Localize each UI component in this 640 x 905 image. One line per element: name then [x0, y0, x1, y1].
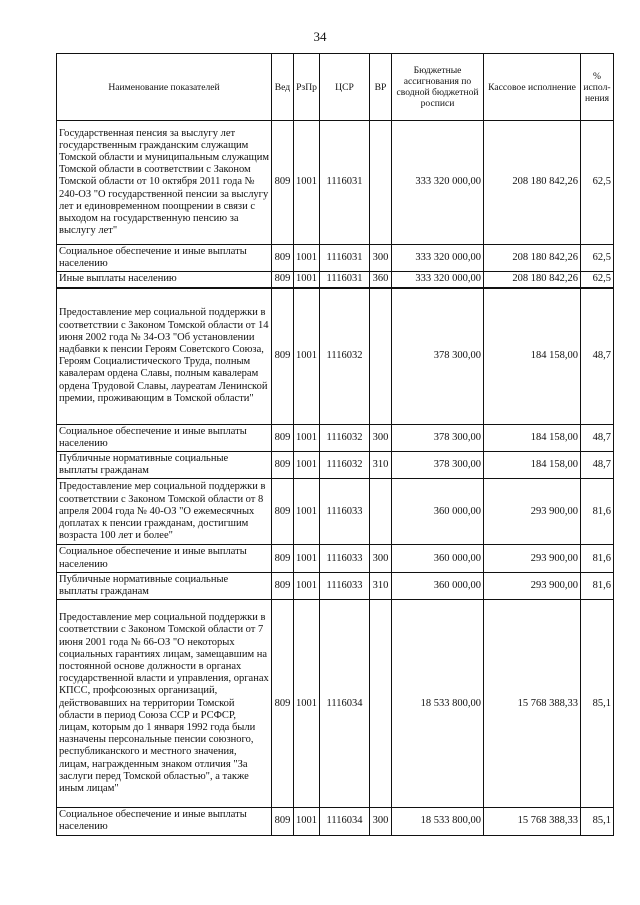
row-csr: 1116033 — [320, 545, 370, 572]
row-executed: 184 158,00 — [484, 452, 581, 479]
row-rzpr: 1001 — [294, 121, 320, 245]
row-name: Социальное обеспечение и иные выплаты населению — [57, 808, 272, 835]
row-percent: 62,5 — [581, 121, 614, 245]
row-percent: 48,7 — [581, 452, 614, 479]
row-csr: 1116033 — [320, 479, 370, 545]
header-ved: Вед — [272, 54, 294, 121]
row-csr: 1116032 — [320, 424, 370, 451]
row-csr: 1116032 — [320, 288, 370, 425]
header-rzpr: РзПр — [294, 54, 320, 121]
table-row — [57, 808, 614, 835]
header-name: Наименование показателей — [57, 54, 272, 121]
table-row — [57, 479, 614, 545]
row-name: Социальное обеспечение и иные выплаты населению — [57, 545, 272, 572]
row-assigned: 360 000,00 — [392, 545, 484, 572]
row-assigned: 360 000,00 — [392, 572, 484, 599]
row-vr: 300 — [370, 424, 392, 451]
row-name: Иные выплаты населению — [57, 272, 272, 288]
row-rzpr: 1001 — [294, 600, 320, 808]
row-name: Публичные нормативные социальные выплаты гражданам — [57, 572, 272, 599]
row-executed: 208 180 842,26 — [484, 245, 581, 272]
row-name: Государственная пенсия за выслугу лет государственным гражданским служащим Томской области и муниципальным служащим Томской области в соответствии с Законом Томской области от 10 октября 2011 года № 240-ОЗ "О государственной пенсии за выслугу лет и единовременном поощрении в связи с выходом на государственную пенсию за выслугу лет" — [57, 121, 272, 245]
row-ved: 809 — [272, 600, 294, 808]
row-percent: 62,5 — [581, 245, 614, 272]
row-executed: 293 900,00 — [484, 479, 581, 545]
row-assigned: 18 533 800,00 — [392, 600, 484, 808]
row-ved: 809 — [272, 545, 294, 572]
row-assigned: 360 000,00 — [392, 479, 484, 545]
table-row — [57, 600, 614, 808]
row-vr — [370, 121, 392, 245]
row-assigned: 333 320 000,00 — [392, 245, 484, 272]
row-csr: 1116033 — [320, 572, 370, 599]
row-ved: 809 — [272, 272, 294, 288]
row-executed: 184 158,00 — [484, 424, 581, 451]
row-name: Предоставление мер социальной поддержки в соответствии с Законом Томской области от 14 июня 2002 года № 34-ОЗ "Об установлении надбавки к пенсии Героям Советского Союза, Героям Социалистического Труда, полным кавалерам ордена Славы, полным кавалерам ордена Трудовой Славы, лауреатам Ленинской премии, проживающим в Томской области" — [57, 288, 272, 425]
row-vr — [370, 479, 392, 545]
row-executed: 15 768 388,33 — [484, 600, 581, 808]
row-csr: 1116034 — [320, 600, 370, 808]
row-percent: 85,1 — [581, 808, 614, 835]
row-name: Социальное обеспечение и иные выплаты населению — [57, 245, 272, 272]
row-ved: 809 — [272, 479, 294, 545]
row-percent: 62,5 — [581, 272, 614, 288]
row-vr: 300 — [370, 808, 392, 835]
row-assigned: 18 533 800,00 — [392, 808, 484, 835]
row-rzpr: 1001 — [294, 245, 320, 272]
row-executed: 184 158,00 — [484, 288, 581, 425]
page-number: 34 — [313, 29, 327, 44]
budget-execution-table — [56, 53, 614, 836]
row-executed: 208 180 842,26 — [484, 272, 581, 288]
row-percent: 48,7 — [581, 424, 614, 451]
row-vr: 300 — [370, 245, 392, 272]
row-csr: 1116034 — [320, 808, 370, 835]
table-header-row — [57, 54, 614, 121]
row-percent: 81,6 — [581, 545, 614, 572]
row-assigned: 333 320 000,00 — [392, 272, 484, 288]
row-csr: 1116031 — [320, 121, 370, 245]
row-csr: 1116032 — [320, 452, 370, 479]
row-name: Предоставление мер социальной поддержки в соответствии с Законом Томской области от 7 июня 2001 года № 66-ОЗ "О некоторых социальных гарантиях лицам, замещавшим на постоянной основе должности в органах государственной власти и управления, органах КПСС, профсоюзных организаций, действовавших на территории Томской области в период Союза ССР и РСФСР, лицам, которым до 1 января 1992 года были назначены персональные пенсии союзного, республиканского и местного значения, лицам, награжденным знаком отличия "За заслуги перед Томской областью", а также иным лицам" — [57, 600, 272, 808]
row-percent: 81,6 — [581, 572, 614, 599]
row-csr: 1116031 — [320, 272, 370, 288]
row-name: Предоставление мер социальной поддержки в соответствии с Законом Томской области от 8 апреля 2004 года № 40-ОЗ "О ежемесячных доплатах к пенсии гражданам, достигшим возраста 100 лет и более" — [57, 479, 272, 545]
row-rzpr: 1001 — [294, 452, 320, 479]
row-executed: 15 768 388,33 — [484, 808, 581, 835]
row-rzpr: 1001 — [294, 479, 320, 545]
row-executed: 208 180 842,26 — [484, 121, 581, 245]
header-csr: ЦСР — [320, 54, 370, 121]
row-rzpr: 1001 — [294, 545, 320, 572]
row-executed: 293 900,00 — [484, 572, 581, 599]
row-ved: 809 — [272, 245, 294, 272]
row-rzpr: 1001 — [294, 572, 320, 599]
table-row — [57, 272, 614, 288]
row-percent: 48,7 — [581, 288, 614, 425]
row-name: Публичные нормативные социальные выплаты гражданам — [57, 452, 272, 479]
row-rzpr: 1001 — [294, 808, 320, 835]
header-cash-execution: Кассовое исполнение — [484, 54, 581, 121]
table-row — [57, 288, 614, 425]
row-rzpr: 1001 — [294, 288, 320, 425]
table-row — [57, 245, 614, 272]
row-name: Социальное обеспечение и иные выплаты населению — [57, 424, 272, 451]
row-percent: 81,6 — [581, 479, 614, 545]
row-vr — [370, 600, 392, 808]
table-row — [57, 545, 614, 572]
header-vr: ВР — [370, 54, 392, 121]
row-executed: 293 900,00 — [484, 545, 581, 572]
row-vr — [370, 288, 392, 425]
row-csr: 1116031 — [320, 245, 370, 272]
row-assigned: 333 320 000,00 — [392, 121, 484, 245]
table-row — [57, 121, 614, 245]
table-row — [57, 424, 614, 451]
row-assigned: 378 300,00 — [392, 288, 484, 425]
row-ved: 809 — [272, 121, 294, 245]
table-row — [57, 452, 614, 479]
row-assigned: 378 300,00 — [392, 452, 484, 479]
row-ved: 809 — [272, 452, 294, 479]
row-ved: 809 — [272, 808, 294, 835]
header-execution-percent: % испол-нения — [581, 54, 614, 121]
row-vr: 360 — [370, 272, 392, 288]
row-ved: 809 — [272, 424, 294, 451]
header-budget-assignments: Бюджетные ассигнования по сводной бюджетной росписи — [392, 54, 484, 121]
row-vr: 310 — [370, 572, 392, 599]
row-ved: 809 — [272, 288, 294, 425]
row-assigned: 378 300,00 — [392, 424, 484, 451]
table-row — [57, 572, 614, 599]
row-rzpr: 1001 — [294, 272, 320, 288]
row-vr: 310 — [370, 452, 392, 479]
row-rzpr: 1001 — [294, 424, 320, 451]
row-vr: 300 — [370, 545, 392, 572]
row-ved: 809 — [272, 572, 294, 599]
row-percent: 85,1 — [581, 600, 614, 808]
